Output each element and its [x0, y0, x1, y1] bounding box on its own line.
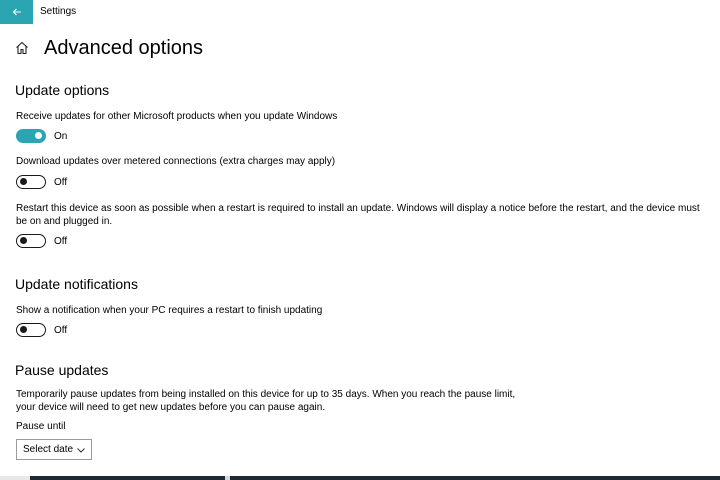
home-icon[interactable]	[14, 40, 30, 56]
pause-until-label: Pause until	[16, 421, 66, 432]
toggle-state-label: Off	[54, 324, 68, 336]
toggle-switch-restart[interactable]	[16, 234, 46, 248]
page-header	[14, 34, 203, 62]
section-title-update-notifications: Update notifications	[15, 276, 138, 292]
setting-label-other-products: Receive updates for other Microsoft products when you update Windows	[16, 111, 338, 122]
toggle-row-other-products	[16, 129, 67, 143]
section-title-pause-updates: Pause updates	[15, 362, 109, 378]
toggle-switch-other-products[interactable]	[16, 129, 46, 143]
toggle-knob	[20, 326, 27, 333]
select-value: Select date	[23, 444, 74, 455]
chevron-down-icon	[76, 445, 86, 455]
toggle-state-label: Off	[54, 235, 68, 247]
section-title-update-options: Update options	[15, 82, 110, 98]
title-bar	[0, 0, 720, 24]
toggle-knob	[35, 132, 42, 139]
arrow-left-icon	[12, 7, 22, 17]
setting-label-metered: Download updates over metered connections (extra charges may apply)	[16, 156, 336, 167]
toggle-knob	[20, 237, 27, 244]
taskbar-strip	[0, 476, 720, 480]
toggle-row-restart-notification	[16, 323, 67, 337]
pause-date-select[interactable]	[16, 439, 92, 460]
toggle-state-label: On	[54, 130, 68, 142]
setting-label-restart-notification: Show a notification when your PC requires a restart to finish updating	[16, 305, 323, 316]
toggle-row-restart	[16, 234, 67, 248]
back-button[interactable]	[0, 0, 33, 24]
toggle-row-metered	[16, 175, 67, 189]
toggle-switch-metered[interactable]	[16, 175, 46, 189]
window-title: Settings	[40, 6, 77, 17]
toggle-switch-restart-notification[interactable]	[16, 323, 46, 337]
toggle-state-label: Off	[54, 176, 68, 188]
toggle-knob	[20, 178, 27, 185]
page-title: Advanced options	[44, 37, 204, 59]
setting-label-restart: Restart this device as soon as possible when a restart is required to install an update. Windows will display a notice before the restart, and the device must be on and plugged in.	[16, 203, 700, 227]
pause-description: Temporarily pause updates from being installed on this device for up to 35 days. When you reach the pause limit, your device will need to get new updates before you can pause again.	[16, 389, 516, 413]
